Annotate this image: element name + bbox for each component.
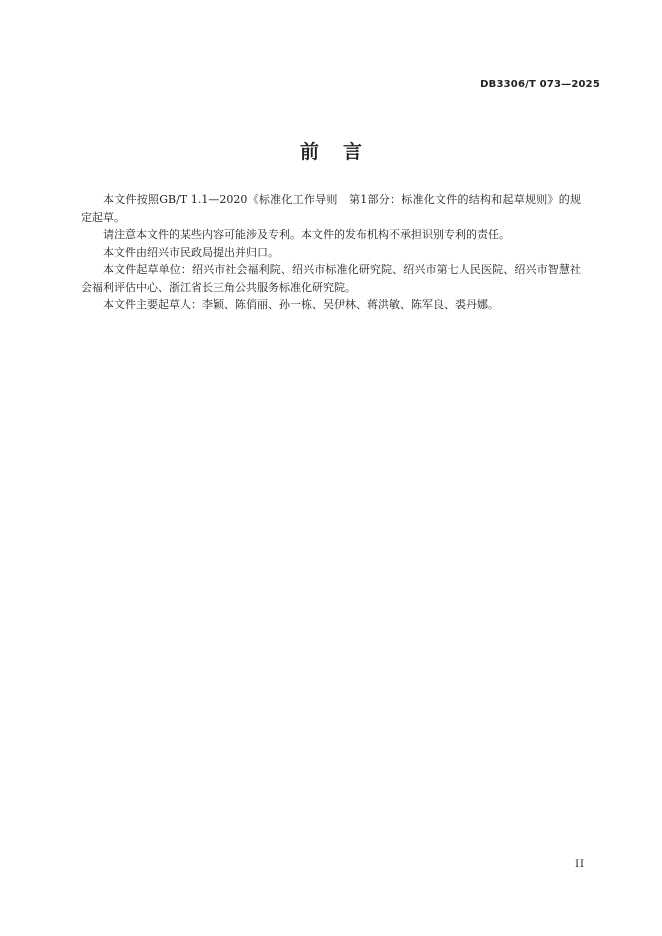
document-code: DB3306/T 073—2025 — [480, 79, 600, 90]
paragraph-drafting-basis: 本文件按照GB/T 1.1—2020《标准化工作导则 第1部分：标准化文件的结构和起草规则》的规定起草。 — [81, 193, 581, 224]
page-number: II — [575, 859, 585, 870]
page-title: 前言 — [299, 141, 386, 163]
paragraph-proposer: 本文件由绍兴市民政局提出并归口。 — [103, 245, 279, 259]
paragraph-drafting-units: 本文件起草单位：绍兴市社会福利院、绍兴市标准化研究院、绍兴市第七人民医院、绍兴市智慧社会福利评估中心、浙江省长三角公共服务标准化研究院。 — [81, 263, 581, 294]
paragraph-drafters: 本文件主要起草人：李颖、陈俏丽、孙一栋、吴伊林、蒋洪敏、陈军良、裘丹娜。 — [103, 298, 499, 311]
foreword-body — [81, 191, 581, 314]
paragraph-patent-notice: 请注意本文件的某些内容可能涉及专利。本文件的发布机构不承担识别专利的责任。 — [103, 228, 510, 241]
